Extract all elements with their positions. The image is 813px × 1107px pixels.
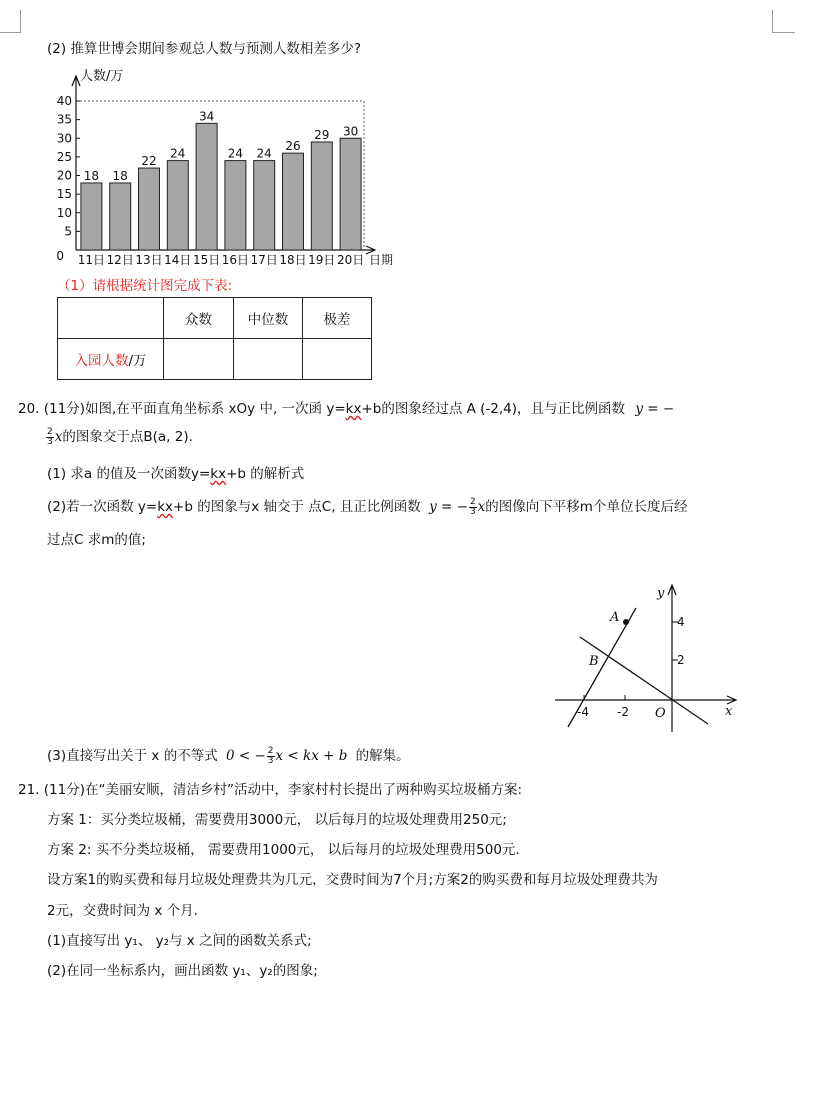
fraction-num: 2 [469, 496, 476, 507]
data-label: 24 [170, 146, 186, 161]
fraction-den: 3 [47, 436, 53, 447]
row-label-unit: /万 [128, 353, 147, 369]
x-tick-label: 13日 [135, 253, 163, 267]
y-tick-label: 0 [56, 249, 64, 263]
data-label: 26 [285, 139, 301, 154]
page-corner-mark-right [772, 10, 795, 33]
q20-p1-suffix: +b 的解析式 [226, 466, 305, 482]
q20-line1-math: y = − [635, 401, 675, 417]
label-x: x [725, 704, 733, 719]
fraction-den: 3 [469, 506, 476, 517]
bar [167, 161, 188, 250]
q20-p3-math-b: x < kx + b [275, 748, 348, 764]
q21-line4: 设方案1的购买费和每月垃圾处理费共为几元，交费时间为7个月;方案2的购买费和每月垃圾处理费共为 [47, 872, 658, 888]
x-axis-label: 日期 [369, 253, 394, 267]
q21-part1: (1)直接写出 y₁、 y₂与 x 之间的函数关系式; [47, 933, 312, 949]
fraction-2-3 [267, 747, 275, 766]
q21-line1: 21. (11分)在“美丽安顺，清洁乡村”活动中，李家村村长提出了两种购买垃圾桶方案: [18, 782, 523, 798]
x-tick-label: 17日 [250, 253, 278, 267]
y-axis-label: 人数/万 [80, 69, 124, 84]
bar [110, 183, 131, 250]
q20-line2 [45, 425, 193, 447]
x-tick-label: 15日 [192, 253, 221, 267]
bar [139, 168, 160, 250]
q20-p1-prefix: (1) 求a 的值及一次函数y= [47, 466, 211, 482]
y-tick-label: 30 [56, 131, 72, 146]
data-label: 22 [141, 154, 157, 169]
table-cell-mode[interactable] [164, 339, 234, 380]
q20-part2 [47, 495, 687, 517]
q20-p2-kx: kx [157, 499, 174, 515]
table-cell-median[interactable] [234, 339, 303, 380]
tick-label-4: 4 [677, 615, 685, 629]
y-tick-label: 40 [56, 94, 72, 108]
q20-line1-kx: kx [345, 401, 362, 417]
data-label: 24 [256, 146, 272, 161]
table-cell-range[interactable] [303, 339, 372, 380]
q21-part2: (2)在同一坐标系内，画出函数 y₁、y₂的图象; [47, 963, 318, 979]
bar [225, 161, 246, 250]
row-label-text: 入园人数 [74, 353, 129, 369]
label-y: y [657, 586, 665, 601]
table-header-row [58, 298, 372, 339]
y-tick-label: 10 [56, 205, 72, 220]
tick-label-neg4: -4 [577, 705, 589, 719]
line-ob [580, 637, 708, 724]
math-x: x [477, 499, 486, 515]
math-x: x [54, 429, 63, 445]
table-header-mode: 众数 [164, 298, 234, 339]
fraction-den: 3 [267, 755, 274, 766]
q21-plan1: 方案 1：买分类垃圾桶，需要费用3000元， 以后每月的垃圾处理费用250元; [47, 812, 507, 828]
y-tick-label: 20 [56, 168, 72, 183]
q20-part1 [47, 462, 304, 482]
label-a: A [610, 610, 620, 625]
q20-p2-math: y = − [429, 499, 468, 515]
q20-line2-rest: 的图象交于点B(a, 2). [62, 429, 193, 445]
bar-chart [50, 66, 410, 276]
y-tick-label: 25 [56, 149, 72, 164]
q20-p2-suffix: 的图像向下平移m个单位长度后经 [485, 499, 688, 515]
data-label: 18 [83, 168, 100, 183]
x-tick-label: 11日 [77, 253, 106, 267]
stat-table [57, 297, 372, 380]
x-tick-label: 16日 [221, 253, 250, 267]
tick-label-2: 2 [677, 653, 685, 667]
bar [283, 153, 304, 250]
q20-p3-suffix: 的解集。 [355, 748, 410, 764]
label-b: B [589, 654, 599, 669]
q20-p3-prefix: (3)直接写出关于 x 的不等式 [47, 748, 218, 764]
fraction-num: 2 [267, 745, 274, 756]
coordinate-graph [550, 575, 750, 735]
table-header-median: 中位数 [234, 298, 303, 339]
bar [196, 123, 217, 250]
q20-part2-line2: 过点C 求m的值; [47, 532, 146, 548]
tick-label-neg2: -2 [617, 705, 629, 719]
q20-p3-math-a: 0 < − [226, 748, 266, 764]
fraction-2-3 [46, 428, 54, 447]
fraction-2-3 [469, 498, 477, 517]
q21-plan2: 方案 2: 买不分类垃圾桶， 需要费用1000元， 以后每月的垃圾处理费用500元. [47, 842, 520, 858]
bar [311, 142, 332, 250]
q19-part2-text: (2) 推算世博会期间参观总人数与预测人数相差多少? [47, 41, 362, 57]
q21-line5: 2元，交费时间为 x 个月. [47, 903, 198, 919]
data-label: 30 [342, 124, 359, 139]
x-tick-label: 20日 [336, 253, 365, 267]
table-header-empty [58, 298, 164, 339]
point-a [623, 619, 629, 625]
q20-p1-kx: kx [210, 466, 227, 482]
x-tick-label: 18日 [279, 253, 307, 267]
y-tick-label: 15 [56, 187, 72, 202]
y-tick-label: 5 [64, 224, 72, 239]
bar [340, 138, 361, 250]
data-label: 34 [198, 109, 215, 124]
q19-part1-text: （1）请根据统计图完成下表: [57, 278, 233, 294]
table-header-range: 极差 [303, 298, 372, 339]
q20-line1 [18, 397, 674, 417]
label-o: O [655, 706, 666, 721]
x-tick-label: 14日 [164, 253, 192, 267]
data-label: 24 [227, 146, 244, 161]
fraction-num: 2 [47, 426, 53, 437]
data-label: 18 [112, 168, 128, 183]
bar [81, 183, 102, 250]
data-label: 29 [314, 127, 330, 142]
q20-line1-prefix: 20. (11分)如图,在平面直角坐标系 xOy 中, 一次函 y= [18, 401, 346, 417]
x-tick-label: 12日 [106, 253, 134, 267]
q20-p2-prefix: (2)若一次函数 y= [47, 499, 158, 515]
table-row-label [58, 339, 164, 380]
table-row [58, 339, 372, 380]
q20-p2-middle: +b 的图象与x 轴交于 点C, 且正比例函数 [173, 499, 421, 515]
bar [254, 161, 275, 250]
page-corner-mark-left [0, 10, 21, 33]
x-tick-label: 19日 [308, 253, 336, 267]
y-tick-label: 35 [56, 112, 72, 127]
q20-part3 [47, 744, 410, 766]
q20-line1-suffix: +b的图象经过点 A (-2,4)，且与正比例函数 [361, 401, 626, 417]
